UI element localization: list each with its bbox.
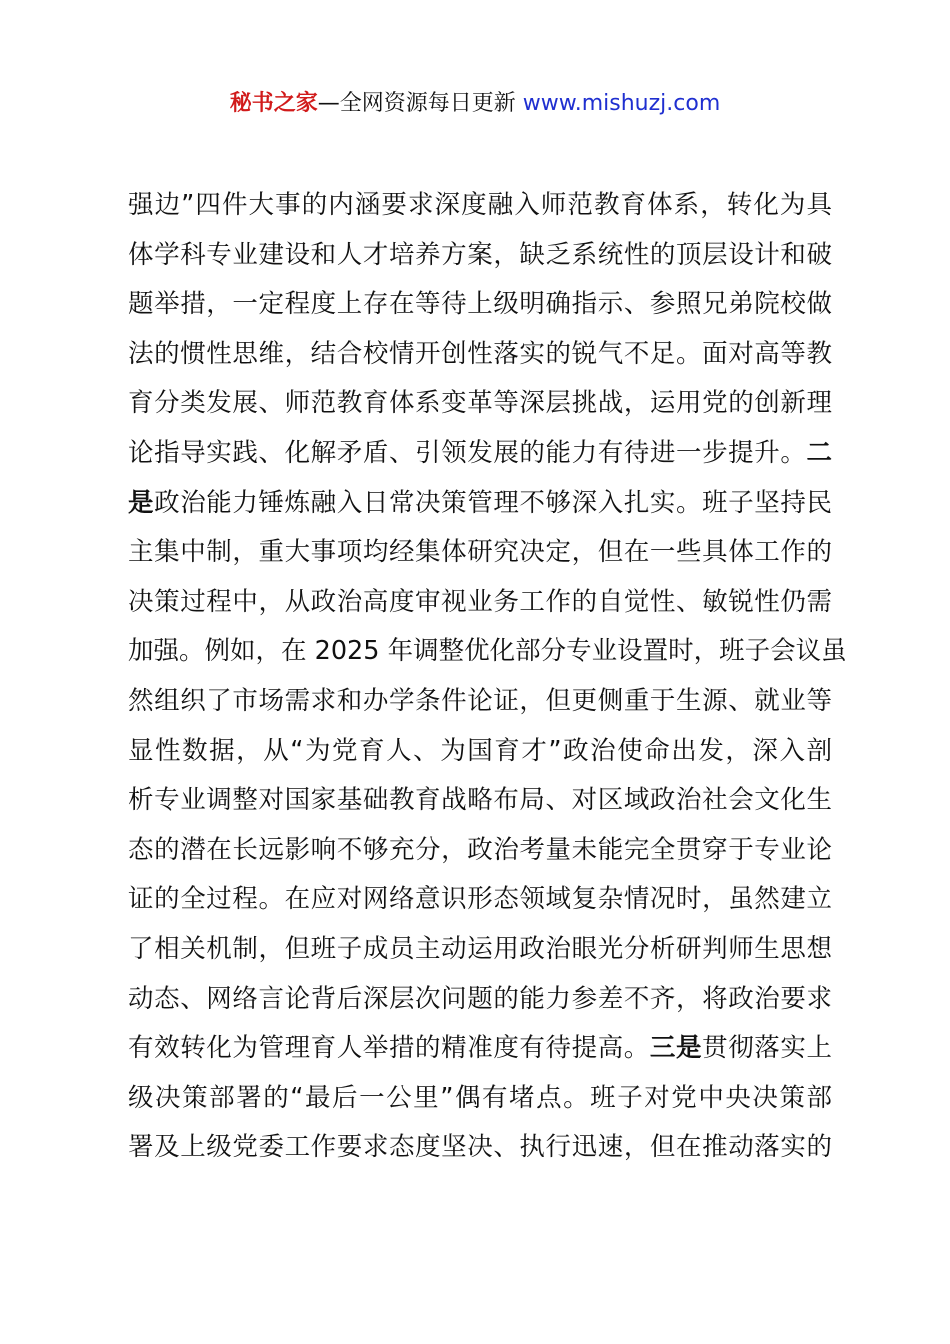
bold-text-segment: 二: [806, 437, 832, 468]
text-line: [128, 429, 832, 479]
text-segment: 体学科专业建设和人才培养方案，缺乏系统性的顶层设计和破: [128, 239, 832, 270]
text-segment: 育分类发展、师范教育体系变革等深层挑战，运用党的创新理: [128, 388, 832, 419]
text-line: [128, 875, 832, 925]
text-line: [128, 578, 832, 628]
text-segment: 有效转化为管理育人举措的精准度有待提高。: [128, 1033, 650, 1064]
text-line: [128, 925, 832, 975]
text-segment: 决策过程中，从政治高度审视业务工作的自觉性、敏锐性仍需: [128, 586, 832, 617]
text-segment: 法的惯性思维，结合校情开创性落实的锐气不足。面对高等教: [128, 338, 832, 369]
text-segment: 主集中制，重大事项均经集体研究决定，但在一些具体工作的: [128, 537, 832, 568]
website-link[interactable]: www.mishuzj.com: [522, 91, 721, 116]
bold-text-segment: 是: [128, 487, 155, 518]
text-line: [128, 627, 847, 677]
text-segment: 显性数据，从“为党育人、为国育才”政治使命出发，深入剖: [128, 735, 832, 766]
text-line: [128, 1074, 832, 1124]
text-segment: 强边”四件大事的内涵要求深度融入师范教育体系，转化为具: [128, 190, 832, 220]
text-line: [128, 330, 832, 380]
text-segment: 论指导实践、化解矛盾、引领发展的能力有待进一步提升。: [128, 437, 807, 468]
text-line: [128, 528, 832, 578]
text-segment: 政治能力锤炼融入日常决策管理不够深入扎实。班子坚持民: [154, 487, 832, 518]
text-segment: 加强。例如，在 2025 年调整优化部分专业设置时，班子会议虽: [128, 636, 847, 667]
text-line: [128, 379, 832, 429]
text-line: [128, 727, 832, 777]
text-segment: 题举措，一定程度上存在等待上级明确指示、参照兄弟院校做: [128, 289, 832, 320]
text-line: [128, 231, 832, 281]
text-line: [128, 677, 832, 727]
text-segment: 贯彻落实上: [702, 1033, 832, 1064]
text-line: [128, 1123, 832, 1173]
page-header: [0, 88, 950, 120]
text-segment: 级决策部署的“最后一公里”偶有堵点。班子对党中央决策部: [128, 1082, 832, 1113]
brand-name: 秘书之家: [229, 91, 318, 116]
text-segment: 然组织了市场需求和办学条件论证，但更侧重于生源、就业等: [128, 685, 832, 716]
text-segment: 署及上级党委工作要求态度坚决、执行迅速，但在推动落实的: [128, 1132, 832, 1163]
header-tagline: —全网资源每日更新: [317, 91, 516, 116]
bold-text-segment: 三是: [649, 1033, 703, 1064]
text-line: [128, 479, 832, 529]
text-line: [128, 1024, 832, 1074]
text-line: [128, 975, 832, 1025]
text-line: [128, 280, 832, 330]
text-line: [128, 826, 832, 876]
body-paragraph: [128, 181, 847, 1173]
text-segment: 了相关机制，但班子成员主动运用政治眼光分析研判师生思想: [128, 933, 832, 964]
text-line: [128, 776, 832, 826]
text-line: [128, 181, 832, 231]
text-segment: 证的全过程。在应对网络意识形态领域复杂情况时，虽然建立: [128, 884, 832, 915]
text-segment: 动态、网络言论背后深层次问题的能力参差不齐，将政治要求: [128, 983, 832, 1014]
text-segment: 析专业调整对国家基础教育战略布局、对区域政治社会文化生: [128, 785, 832, 816]
text-segment: 态的潜在长远影响不够充分，政治考量未能完全贯穿于专业论: [128, 834, 832, 865]
